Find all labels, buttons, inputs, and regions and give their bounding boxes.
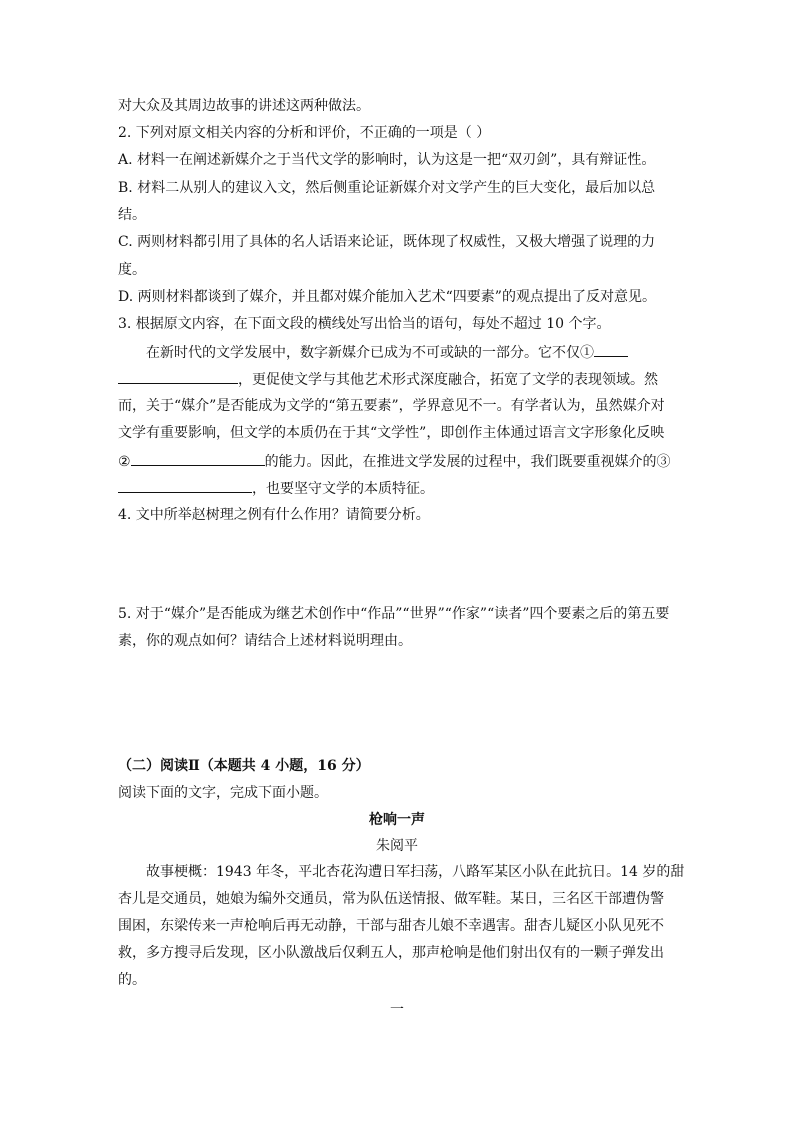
question-3-text: ，也要坚守文学的本质特征。 bbox=[252, 481, 434, 497]
question-2-option-b: B. 材料二从别人的建议入文，然后侧重论证新媒介对文学产生的巨大变化，最后加以总 bbox=[118, 180, 656, 196]
story-summary-line: 故事梗概：1943 年冬，平北杏花沟遭日军扫荡，八路军某区小队在此抗日。14 岁的甜 bbox=[146, 864, 685, 880]
story-author: 朱阅平 bbox=[376, 838, 418, 854]
section-instruction: 阅读下面的文字，完成下面小题。 bbox=[118, 785, 328, 801]
answer-blank-1-cont[interactable] bbox=[118, 369, 238, 384]
part-marker: 一 bbox=[390, 1002, 404, 1018]
answer-blank-2[interactable] bbox=[131, 451, 265, 466]
question-5-stem: 5. 对于“媒介”是否能成为继艺术创作中“作品”“世界”“作家”“读者”四个要素之后的第五要 bbox=[118, 606, 670, 622]
answer-blank-3[interactable] bbox=[118, 478, 252, 493]
story-title: 枪响一声 bbox=[369, 812, 425, 828]
question-3-text: 在新时代的文学发展中，数字新媒介已成为不可或缺的一部分。它不仅① bbox=[146, 345, 594, 361]
story-summary-line: 救，多方搜寻后发现，区小队激战后仅剩五人，那声枪响是他们射出仅有的一颗子弹发出 bbox=[118, 945, 664, 961]
question-3-text: ，更促使文学与其他艺术形式深度融合，拓宽了文学的表现领域。然 bbox=[238, 372, 658, 388]
question-3-text: ② bbox=[118, 454, 131, 470]
story-summary-line: 杏儿是交通员，她娘为编外交通员，常为队伍送情报、做军鞋。某日，三名区干部遭伪警 bbox=[118, 891, 664, 907]
question-5-stem-cont: 素，你的观点如何？请结合上述材料说明理由。 bbox=[118, 633, 412, 649]
question-4-stem: 4. 文中所举赵树理之例有什么作用？请简要分析。 bbox=[118, 507, 430, 523]
question-3-paragraph-line: 而，关于“媒介”是否能成为文学的“第五要素”，学界意见不一。有学者认为，虽然媒介对 bbox=[118, 398, 665, 414]
question-2-option-a: A. 材料一在阐述新媒介之于当代文学的影响时，认为这是一把“双刃剑”，具有辩证性。 bbox=[118, 152, 656, 168]
question-3-paragraph-line bbox=[146, 342, 706, 363]
question-2-option-c-cont: 度。 bbox=[118, 262, 146, 278]
story-summary-line: 围困，东梁传来一声枪响后再无动静，干部与甜杏儿娘不幸遇害。甜杏儿疑区小队见死不 bbox=[118, 918, 664, 934]
question-3-text: 的能力。因此，在推进文学发展的过程中，我们既要重视媒介的③ bbox=[264, 454, 671, 470]
section-heading: （二）阅读Ⅱ（本题共 4 小题，16 分） bbox=[118, 758, 370, 774]
question-3-paragraph-line bbox=[118, 369, 678, 390]
question-3-paragraph-line bbox=[118, 478, 678, 499]
question-2-option-b-cont: 结。 bbox=[118, 207, 146, 223]
answer-blank-1[interactable] bbox=[594, 342, 628, 357]
question-2-option-d: D. 两则材料都谈到了媒介，并且都对媒介能加入艺术“四要素”的观点提出了反对意见。 bbox=[118, 289, 656, 305]
passage-text-line: 对大众及其周边故事的讲述这两种做法。 bbox=[118, 98, 370, 114]
question-3-paragraph-line bbox=[118, 451, 678, 472]
question-3-stem: 3. 根据原文内容，在下面文段的横线处写出恰当的语句，每处不超过 10 个字。 bbox=[118, 316, 611, 332]
question-2-stem: 2. 下列对原文相关内容的分析和评价，不正确的一项是（ ） bbox=[118, 125, 491, 141]
question-2-option-c: C. 两则材料都引用了具体的名人话语来论证，既体现了权威性，又极大增强了说理的力 bbox=[118, 234, 656, 250]
question-3-paragraph-line: 文学有重要影响，但文学的本质仍在于其“文学性”，即创作主体通过语言文字形象化反映 bbox=[118, 425, 665, 441]
story-summary-line: 的。 bbox=[118, 972, 146, 988]
